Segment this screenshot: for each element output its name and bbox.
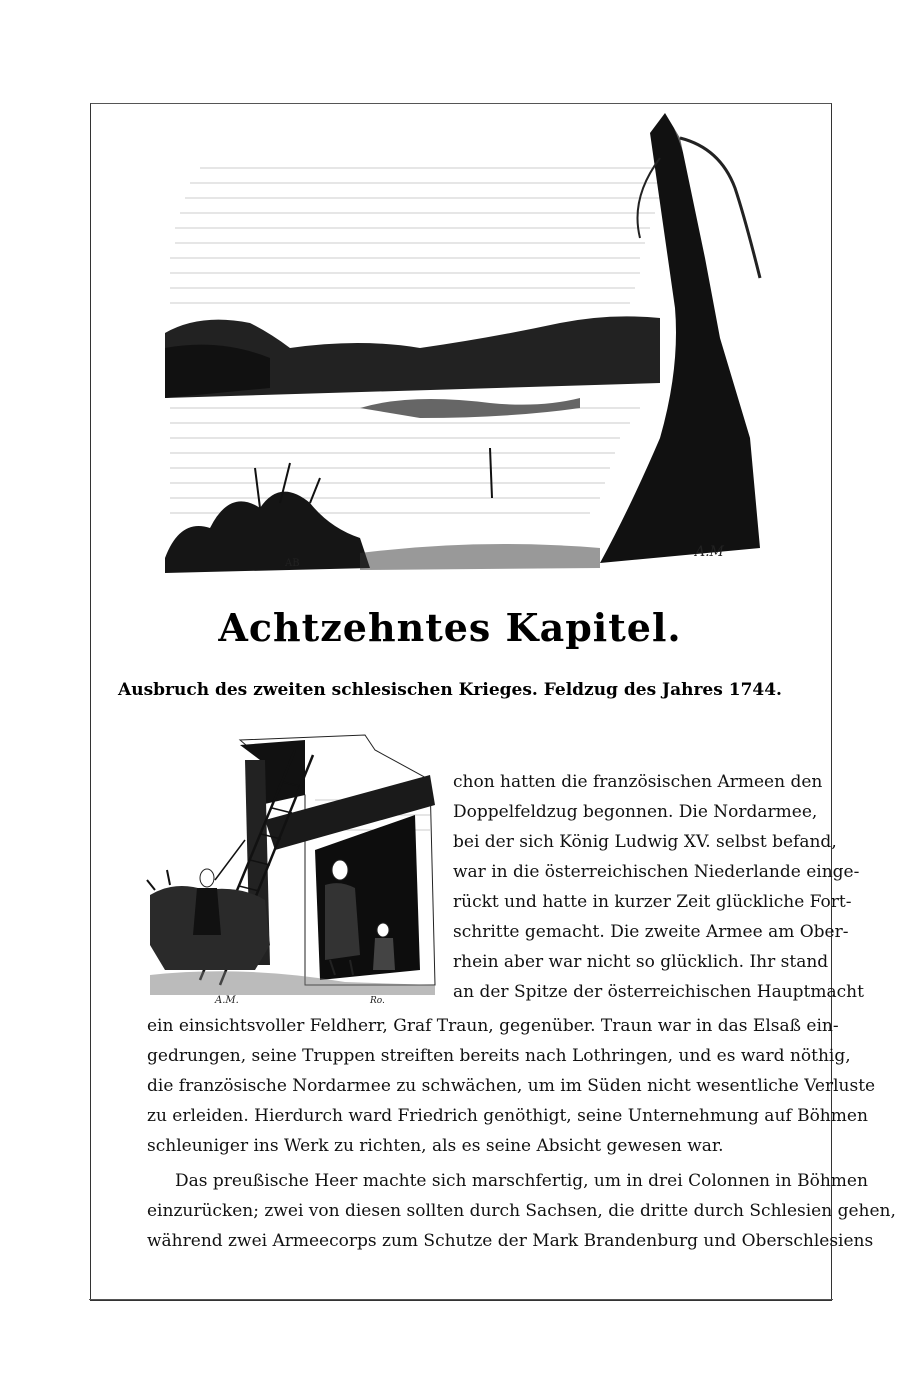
text-line: zu erleiden. Hierdurch ward Friedrich genöthigt, seine Unternehmung auf Böhmen [147, 1106, 868, 1126]
text-line: war in die österreichischen Niederlande einge- [453, 862, 860, 882]
text-line: rückt und hatte in kurzer Zeit glückliche Fort- [453, 892, 852, 912]
chapter-subtitle: Ausbruch des zweiten schlesischen Krieges. Feldzug des Jahres 1744. [118, 680, 782, 700]
landscape-illustration [160, 108, 770, 578]
text-line: chon hatten die französischen Armeen den [453, 772, 823, 792]
text-line: bei der sich König Ludwig XV. selbst befand, [453, 832, 837, 852]
text-line: schritte gemacht. Die zweite Armee am Ober- [453, 922, 849, 942]
text-line: schleuniger ins Werk zu richten, als es seine Absicht gewesen war. [147, 1136, 724, 1156]
chapter-title: Achtzehntes Kapitel. [218, 605, 682, 650]
text-line: ein einsichtsvoller Feldherr, Graf Traun, gegenüber. Traun war in das Elsaß ein- [147, 1016, 839, 1036]
text-line: Doppelfeldzug begonnen. Die Nordarmee, [453, 802, 818, 822]
inline-signature-left: A.M. [215, 995, 239, 1006]
text-line: Das preußische Heer machte sich marschfertig, um in drei Colonnen in Böhmen [175, 1171, 868, 1191]
text-line: einzurücken; zwei von diesen sollten durch Sachsen, die dritte durch Schlesien gehen, [147, 1201, 896, 1221]
header-signature-left: AB [285, 558, 300, 569]
text-line: an der Spitze der österreichischen Hauptmacht [453, 982, 864, 1002]
text-line: die französische Nordarmee zu schwächen, um im Süden nicht wesentliche Verluste [147, 1076, 876, 1096]
header-signature-right: A.M [695, 544, 724, 560]
text-line: rhein aber war nicht so glücklich. Ihr stand [453, 952, 829, 972]
text-line: während zwei Armeecorps zum Schutze der Mark Brandenburg und Oberschlesiens [147, 1231, 874, 1251]
village-scene-illustration [145, 720, 440, 1010]
text-line: gedrungen, seine Truppen streiften bereits nach Lothringen, und es ward nöthig, [147, 1046, 851, 1066]
inline-signature-right: Ro. [370, 996, 385, 1006]
